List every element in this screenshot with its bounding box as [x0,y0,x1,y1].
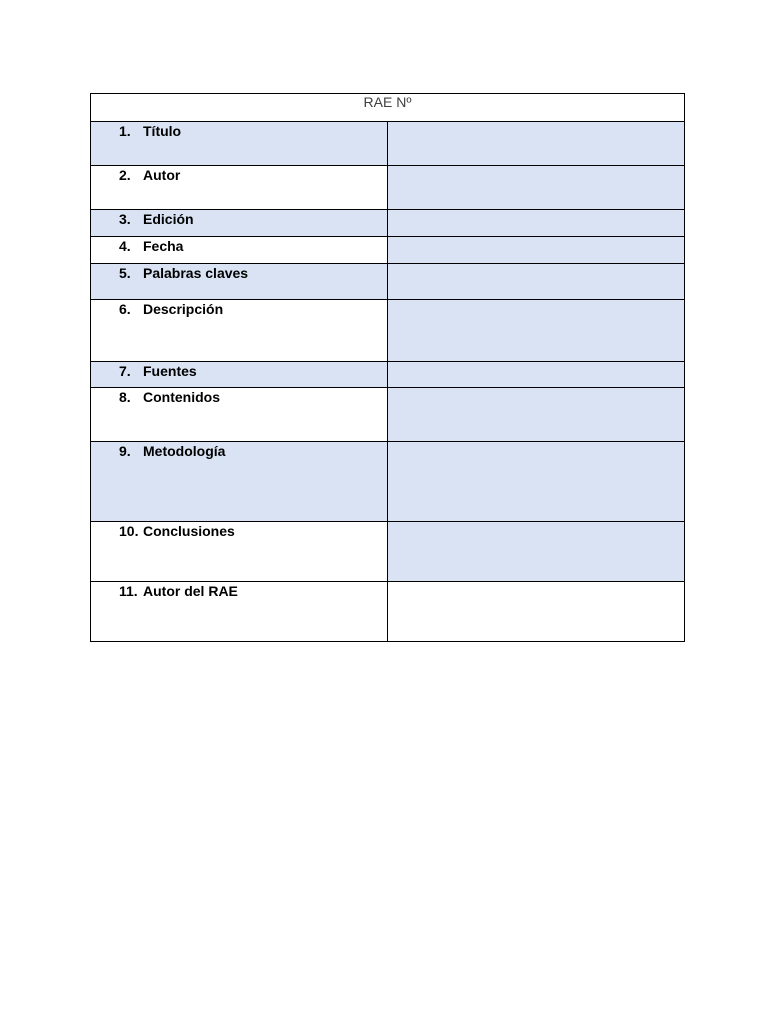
row-label: Palabras claves [143,265,249,281]
row-label: Fuentes [143,363,197,379]
palabras-claves-value-field[interactable] [388,264,685,300]
row-label: Autor [143,167,181,183]
row-label-cell [91,210,388,237]
row-label-cell [91,264,388,300]
autor-del-rae-value-field[interactable] [388,582,685,642]
table-row [91,522,685,582]
table-row [91,582,685,642]
conclusiones-value-field[interactable] [388,522,685,582]
table-header-row [91,94,685,122]
contenidos-value-field[interactable] [388,388,685,442]
row-label: Fecha [143,238,184,254]
table-row [91,362,685,388]
row-number: 9. [119,443,131,459]
row-number: 10. [119,523,139,539]
row-number: 11. [119,583,138,599]
table-row [91,166,685,210]
row-label: Autor del RAE [143,583,238,599]
row-number: 6. [119,301,131,317]
row-number: 3. [119,211,131,227]
autor-value-field[interactable] [388,166,685,210]
table-row [91,300,685,362]
descripcion-value-field[interactable] [388,300,685,362]
row-label-cell [91,300,388,362]
row-label-cell [91,122,388,166]
row-label-cell [91,388,388,442]
row-label: Edición [143,211,194,227]
row-label-cell [91,442,388,522]
row-number: 2. [119,167,131,183]
row-label-cell [91,166,388,210]
fecha-value-field[interactable] [388,237,685,264]
fuentes-value-field[interactable] [388,362,685,388]
table-row [91,264,685,300]
rae-form-table [90,93,685,642]
edicion-value-field[interactable] [388,210,685,237]
row-number: 8. [119,389,131,405]
row-label: Conclusiones [143,523,235,539]
metodologia-value-field[interactable] [388,442,685,522]
row-number: 5. [119,265,131,281]
row-label: Contenidos [143,389,220,405]
table-row [91,122,685,166]
row-label-cell [91,522,388,582]
row-label: Descripción [143,301,224,317]
titulo-value-field[interactable] [388,122,685,166]
table-row [91,237,685,264]
table-row [91,388,685,442]
row-number: 1. [119,123,131,139]
row-number: 7. [119,363,131,379]
table-row [91,210,685,237]
row-label: Metodología [143,443,226,459]
row-label-cell [91,362,388,388]
row-label: Título [143,123,182,139]
row-number: 4. [119,238,131,254]
row-label-cell [91,237,388,264]
table-row [91,442,685,522]
rae-header: RAE Nº [91,94,685,122]
row-label-cell [91,582,388,642]
